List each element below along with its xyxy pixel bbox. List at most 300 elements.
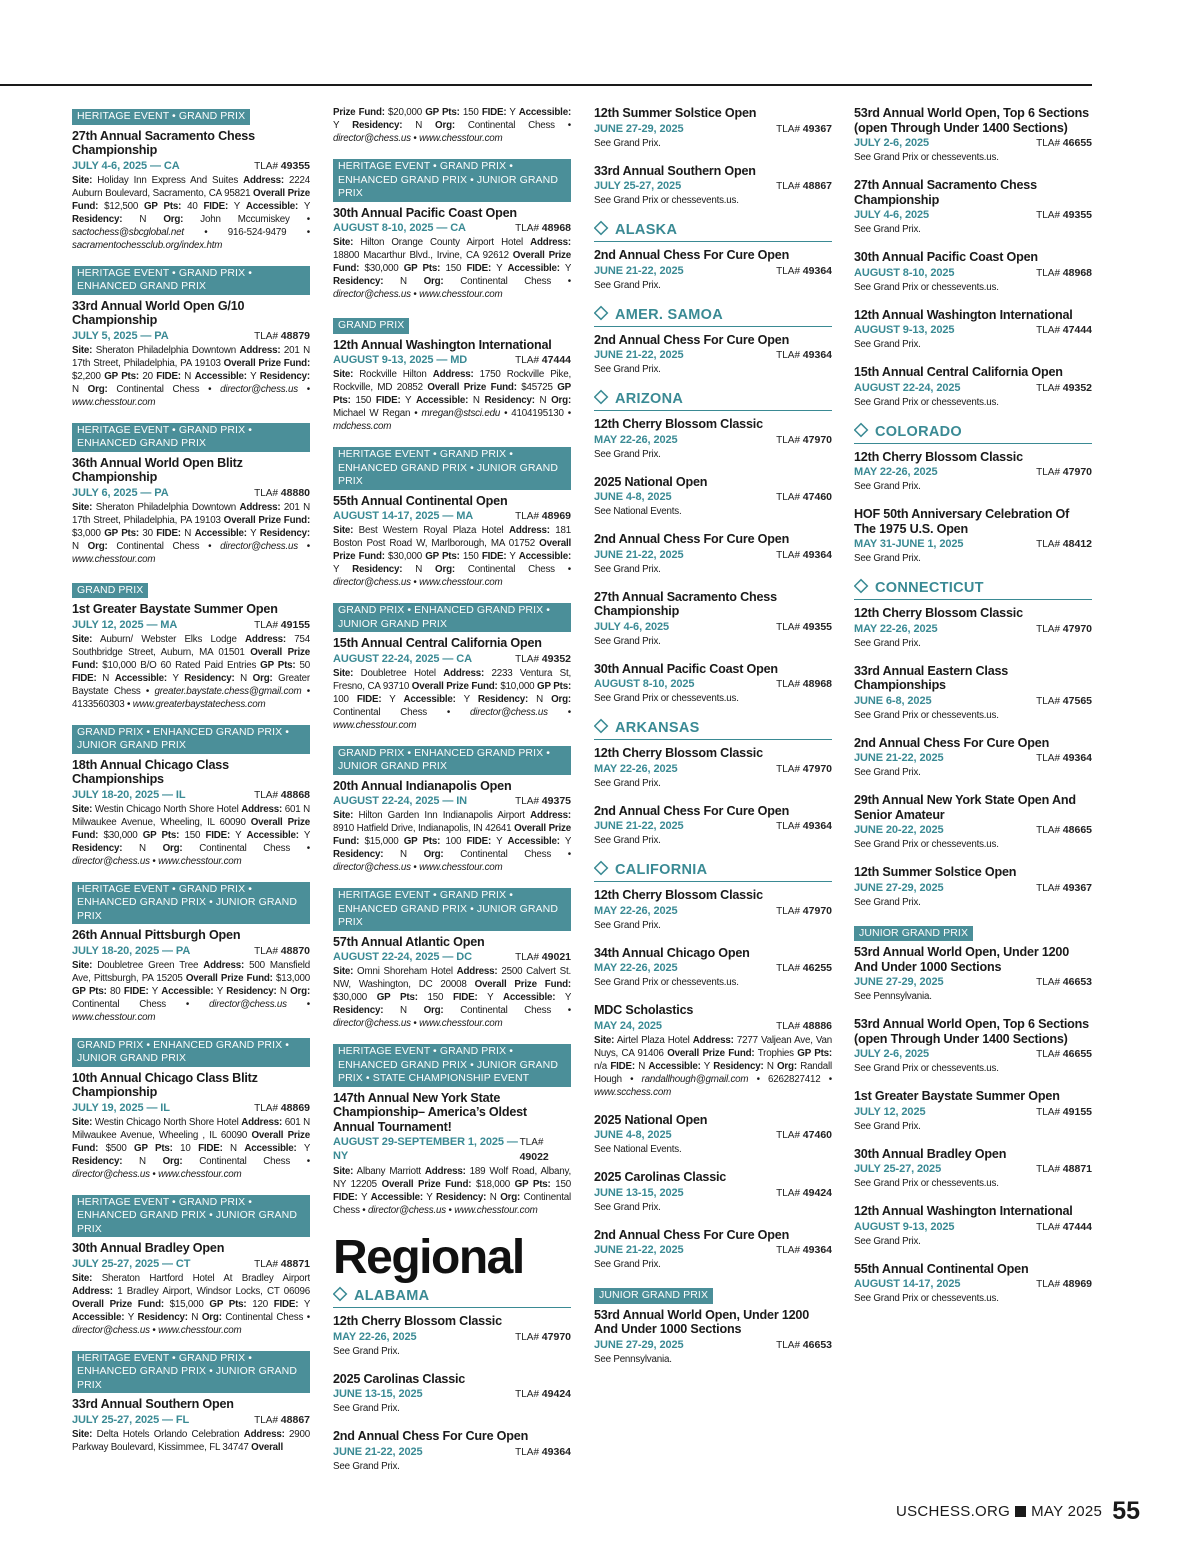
event-title: 15th Annual Central California Open (854, 365, 1063, 379)
tla-value: 49021 (541, 951, 571, 963)
tla-number: TLA# 49021 (515, 951, 571, 963)
state-heading (594, 390, 832, 411)
event-title: 2025 National Open (594, 474, 708, 489)
event-title: 33rd Annual Eastern Class Championships (854, 663, 1009, 692)
event-details: See National Events. (594, 506, 682, 517)
event-date: JUNE 20-22, 2025 (854, 824, 944, 836)
event-title: 12th Cherry Blossom Classic (854, 606, 1023, 620)
event-details: Site: Doubletree Hotel Address: 2233 Ventura St, Fresno, CA 93710 Overall Prize Fund: $10,000 GP Pts: 100 FIDE: Y Accessible: Y Residency: N Org: Continental Chess • director@chess.us • www.chesstour.com (333, 667, 571, 731)
event-details: See Grand Prix. (594, 563, 661, 575)
event-tag: HERITAGE EVENT • GRAND PRIX • ENHANCED GRAND PRIX (72, 423, 310, 452)
event-date-line (854, 1105, 1092, 1120)
tla-value: 49364 (541, 1445, 571, 1458)
event-date-line (854, 1220, 1092, 1235)
event-date-line (72, 1101, 310, 1116)
event-title: 26th Annual Pittsburgh Open (72, 928, 241, 942)
event-title: 27th Annual Sacramento Chess Championship (72, 128, 255, 157)
tla-number: TLA# 49367 (1036, 881, 1092, 894)
event-date: AUGUST 22-24, 2025 — DC (333, 951, 472, 963)
event-listing (594, 1228, 832, 1272)
event-listing (72, 423, 310, 566)
tla-value: 46653 (1062, 976, 1092, 988)
event-date-line (594, 677, 832, 692)
event-details: Site: Hilton Orange County Airport Hotel Address: 18800 Macarthur Blvd., Irvine, CA 92612 Overall Prize Fund: $30,000 GP Pts: 150 FIDE: Y Accessible: Y Residency: N Org: Continental Chess • director@chess.us • www.chesstour.com (333, 237, 571, 300)
state-name: ALASKA (615, 222, 678, 238)
event-date: JUNE 6-8, 2025 (854, 694, 932, 707)
event-date: JULY 19, 2025 — IL (72, 1101, 170, 1114)
tla-value: 48880 (280, 486, 310, 499)
column-3 (594, 106, 832, 1516)
tla-value: 49364 (802, 820, 832, 832)
footer-site[interactable]: USCHESS.ORG (895, 1502, 1011, 1520)
event-title: 2nd Annual Chess For Cure Open (594, 1227, 790, 1242)
event-date: JUNE 13-15, 2025 (594, 1186, 684, 1199)
event-details: See Grand Prix. (594, 1259, 661, 1270)
tla-number: TLA# 48867 (776, 180, 832, 192)
tla-number: TLA# 48968 (776, 678, 832, 690)
tla-value: 47970 (802, 762, 832, 775)
event-details: See Grand Prix. (854, 1120, 921, 1132)
tla-number: TLA# 49424 (515, 1388, 571, 1400)
event-date-line (854, 208, 1092, 223)
event-title: 18th Annual Chicago Class Championships (72, 757, 229, 786)
event-date-line (72, 159, 310, 174)
event-date-line (72, 486, 310, 501)
event-title: 12th Cherry Blossom Classic (333, 1314, 502, 1328)
tla-value: 46255 (802, 962, 832, 974)
event-listing (594, 248, 832, 292)
tla-number: TLA# 46655 (1036, 137, 1092, 149)
event-date-line (333, 794, 571, 809)
event-date-line (72, 1413, 310, 1428)
tla-value: 49355 (280, 159, 310, 172)
event-date-line (594, 1243, 832, 1258)
tla-number: TLA# 47970 (515, 1330, 571, 1343)
event-title: 55th Annual Continental Open (854, 1261, 1029, 1276)
event-title: 2nd Annual Chess For Cure Open (594, 248, 790, 262)
event-tag: HERITAGE EVENT • GRAND PRIX • ENHANCED GRAND PRIX • JUNIOR GRAND PRIX (333, 447, 571, 490)
tla-value: 47444 (1062, 324, 1092, 336)
event-date: AUGUST 14-17, 2025 (854, 1278, 961, 1290)
event-details: See National Events. (594, 1144, 682, 1155)
event-listing (854, 793, 1092, 851)
event-date: JULY 18-20, 2025 — IL (72, 788, 186, 801)
state-name: AMER. SAMOA (615, 306, 724, 323)
event-title: 2nd Annual Chess For Cure Open (854, 735, 1050, 750)
event-listing (72, 1038, 310, 1181)
state-heading (594, 719, 832, 740)
event-date-line (854, 381, 1092, 396)
event-title: 33rd Annual World Open G/10 Championship (72, 298, 245, 327)
event-details: See Grand Prix. (854, 339, 921, 350)
event-date: JUNE 21-22, 2025 (333, 1445, 423, 1458)
event-listing (333, 746, 571, 875)
tla-value: 47970 (802, 433, 832, 446)
event-details: See Grand Prix or chessevents.us. (594, 977, 739, 988)
tla-value: 49022 (519, 1151, 549, 1163)
event-tag: HERITAGE EVENT • GRAND PRIX • ENHANCED GRAND PRIX • JUNIOR GRAND PRIX (333, 159, 571, 202)
event-date: MAY 24, 2025 (594, 1019, 662, 1032)
event-title: 29th Annual New York State Open And Senior Amateur (854, 793, 1076, 822)
diamond-arrow-icon (594, 719, 608, 734)
event-date-line (854, 881, 1092, 896)
event-details: Site: Rockville Hilton Address: 1750 Rockville Pike, Rockville, MD 20852 Overall Prize Fund: $45725 GP Pts: 150 FIDE: Y Accessible: N Residency: N Org: Michael W Regan • mregan@stsci.edu • 4104195130 • mdchess.com (333, 369, 571, 432)
event-details: See Grand Prix. (854, 224, 921, 235)
event-tag: HERITAGE EVENT • GRAND PRIX • ENHANCED GRAND PRIX • JUNIOR GRAND PRIX (72, 1351, 310, 1394)
event-tag: GRAND PRIX • ENHANCED GRAND PRIX • JUNIOR GRAND PRIX (333, 746, 571, 775)
state-name: ALABAMA (354, 1288, 430, 1304)
event-date-line (854, 751, 1092, 766)
event-details: Site: Albany Marriott Address: 189 Wolf Road, Albany, NY 12205 Overall Prize Fund: $18,000 GP Pts: 150 FIDE: Y Accessible: Y Residency: N Org: Continental Chess • director@chess.us • www.chesstour.com (333, 1166, 571, 1216)
event-date: JUNE 21-22, 2025 (594, 264, 684, 277)
event-date: MAY 31-JUNE 1, 2025 (854, 538, 964, 550)
event-date: MAY 22-26, 2025 (854, 466, 938, 478)
event-title: 27th Annual Sacramento Chess Championship (594, 589, 777, 618)
event-details: See Grand Prix or chessevents.us. (854, 281, 999, 293)
tla-number: TLA# 49424 (776, 1186, 832, 1199)
event-listing (854, 178, 1092, 236)
tla-number: TLA# 46653 (1036, 976, 1092, 988)
tla-value: 49364 (802, 264, 832, 277)
event-title: 34th Annual Chicago Open (594, 945, 750, 960)
section-heading: Regional (333, 1231, 524, 1284)
event-date-line (594, 1338, 832, 1353)
event-title: 2nd Annual Chess For Cure Open (333, 1429, 529, 1443)
tla-number: TLA# 47444 (515, 354, 571, 366)
tla-number: TLA# 47565 (1036, 694, 1092, 707)
event-listing (854, 106, 1092, 164)
event-listing (854, 865, 1092, 909)
tla-number: TLA# 49155 (1036, 1105, 1092, 1118)
diamond-arrow-icon (854, 422, 868, 437)
event-details: See Grand Prix. (594, 364, 661, 375)
event-date: JUNE 21-22, 2025 (594, 548, 684, 561)
event-date-line (854, 266, 1092, 281)
tla-value: 47970 (1062, 466, 1092, 478)
event-date: JULY 25-27, 2025 — CT (72, 1257, 191, 1270)
tla-number: TLA# 47970 (776, 904, 832, 917)
event-date-line (594, 264, 832, 279)
event-date-line (854, 136, 1092, 151)
tla-number: TLA# 48879 (254, 329, 310, 342)
event-date: JULY 4-6, 2025 — CA (72, 159, 180, 172)
event-title: 57th Annual Atlantic Open (333, 934, 485, 949)
event-date: JUNE 21-22, 2025 (594, 820, 684, 832)
state-name: CONNECTICUT (875, 580, 984, 596)
tla-number: TLA# 47444 (1036, 324, 1092, 336)
event-details: See Grand Prix or chessevents.us. (854, 152, 999, 163)
event-listing (854, 308, 1092, 352)
tla-value: 48870 (280, 944, 310, 957)
event-title: 12th Cherry Blossom Classic (594, 417, 763, 431)
event-title: 12th Annual Washington International (854, 1204, 1073, 1218)
event-tag: HERITAGE EVENT • GRAND PRIX (72, 109, 250, 125)
event-date-line (854, 537, 1092, 552)
event-date-line (72, 788, 310, 803)
event-date-line (594, 490, 832, 505)
event-date: JULY 18-20, 2025 — PA (72, 944, 191, 957)
tla-number: TLA# 46655 (1036, 1048, 1092, 1060)
tla-number: TLA# 49155 (254, 618, 310, 631)
event-date: JULY 25-27, 2025 (594, 180, 682, 192)
event-listing (333, 315, 571, 433)
event-title: 20th Annual Indianapolis Open (333, 778, 512, 793)
tla-number: TLA# 49364 (1036, 752, 1092, 764)
state-heading (594, 306, 832, 327)
tla-number: TLA# 49367 (776, 122, 832, 135)
event-details: See Grand Prix. (594, 635, 661, 647)
event-details: See Grand Prix. (333, 1345, 400, 1357)
tla-number: TLA# 48868 (254, 788, 310, 801)
event-listing (72, 725, 310, 868)
event-title: 12th Cherry Blossom Classic (594, 746, 763, 760)
event-tag: HERITAGE EVENT • GRAND PRIX • ENHANCED GRAND PRIX • JUNIOR GRAND PRIX (72, 1195, 310, 1238)
event-details: See Grand Prix or chessevents.us. (854, 709, 999, 721)
event-date-line (333, 221, 571, 236)
event-title: 2025 Carolinas Classic (333, 1371, 466, 1386)
tla-number: TLA# 49364 (776, 349, 832, 361)
tla-value: 48868 (280, 788, 310, 801)
event-details: See Grand Prix or chessevents.us. (594, 693, 739, 704)
event-details: Site: Best Western Royal Plaza Hotel Address: 181 Boston Post Road W, Marlborough, MA 01752 Overall Prize Fund: $30,000 GP Pts: 150 FIDE: Y Accessible: Y Residency: N Org: Continental Chess • director@chess.us • www.chesstour.com (333, 525, 571, 588)
event-details: See Grand Prix or chessevents.us. (854, 1178, 999, 1189)
tla-number: TLA# 49364 (515, 1445, 571, 1458)
event-details: See Pennsylvania. (594, 1353, 672, 1365)
event-date: AUGUST 8-10, 2025 — CA (333, 222, 466, 234)
tla-value: 49424 (541, 1388, 571, 1400)
event-details: Site: Westin Chicago North Shore Hotel Address: 601 N Milwaukee Avenue, Wheeling, IL 60090 Overall Prize Fund: $30,000 GP Pts: 150 FIDE: Y Accessible: Y Residency: N Org: Continental Chess • director@chess.us • www.chesstour.com (72, 803, 310, 867)
state-name: ARIZONA (615, 391, 684, 407)
event-date-line (333, 1135, 571, 1165)
event-listing (333, 1314, 571, 1358)
event-details: See Grand Prix. (594, 777, 661, 789)
tla-value: 49364 (802, 1244, 832, 1256)
event-details: See Grand Prix or chessevents.us. (854, 396, 999, 408)
tla-value: 48969 (541, 510, 571, 522)
tla-value: 49155 (1062, 1105, 1092, 1118)
column-1 (72, 106, 310, 1516)
event-title: 53rd Annual World Open, Under 1200 And Under 1000 Sections (854, 945, 1070, 974)
event-date-line (594, 1128, 832, 1143)
event-tag: HERITAGE EVENT • GRAND PRIX • ENHANCED GRAND PRIX (72, 266, 310, 295)
event-date-line (72, 618, 310, 633)
tla-value: 46653 (802, 1338, 832, 1351)
event-listing (333, 888, 571, 1030)
event-details: See Grand Prix. (594, 279, 661, 291)
event-details: See Grand Prix. (594, 835, 661, 846)
event-date: MAY 22-26, 2025 (594, 962, 678, 974)
event-details: See Grand Prix. (854, 553, 921, 564)
event-title: 36th Annual World Open Blitz Championship (72, 455, 243, 484)
event-date: AUGUST 9-13, 2025 (854, 324, 955, 336)
event-details: See Grand Prix. (854, 767, 921, 778)
event-date: JUNE 27-29, 2025 (854, 976, 944, 988)
event-listing (594, 590, 832, 648)
event-date-line (72, 329, 310, 344)
state-heading (854, 579, 1092, 600)
event-title: HOF 50th Anniversary Celebration Of The 1975 U.S. Open (854, 507, 1070, 536)
event-title: 27th Annual Sacramento Chess Championship (854, 178, 1037, 207)
tla-value: 47444 (1062, 1220, 1092, 1233)
tla-value: 49364 (1062, 752, 1092, 764)
event-date: JULY 6, 2025 — PA (72, 486, 169, 499)
event-listing (854, 1262, 1092, 1306)
tla-value: 48968 (1062, 266, 1092, 279)
tla-value: 48886 (802, 1019, 832, 1032)
event-listing (594, 746, 832, 790)
event-listing (594, 1285, 832, 1366)
event-date: JUNE 4-8, 2025 (594, 1129, 672, 1141)
event-tag: HERITAGE EVENT • GRAND PRIX • ENHANCED GRAND PRIX • JUNIOR GRAND PRIX (333, 888, 571, 931)
tla-value: 47970 (1062, 622, 1092, 635)
state-name: ARKANSAS (615, 720, 700, 736)
event-details: See Grand Prix or chessevents.us. (854, 839, 999, 850)
tla-number: TLA# 48869 (254, 1101, 310, 1114)
event-date-line (594, 620, 832, 635)
event-title: 55th Annual Continental Open (333, 493, 508, 508)
tla-number: TLA# 47444 (1036, 1220, 1092, 1233)
event-listing (594, 946, 832, 990)
event-listing (854, 1089, 1092, 1133)
event-date-line (854, 622, 1092, 637)
tla-number: TLA# 49364 (776, 548, 832, 561)
tla-number: TLA# 48969 (1036, 1278, 1092, 1290)
event-tag: JUNIOR GRAND PRIX (594, 1288, 713, 1304)
tla-number: TLA# 48880 (254, 486, 310, 499)
tla-value: 49367 (1062, 881, 1092, 894)
event-title: 2025 Carolinas Classic (594, 1170, 727, 1184)
event-details: Site: Omni Shoreham Hotel Address: 2500 Calvert St. NW, Washington, DC 20008 Overall Prize Fund: $30,000 GP Pts: 150 FIDE: Y Accessible: Y Residency: N Org: Continental Chess • director@chess.us • www.chesstour.com (333, 966, 571, 1029)
tla-number: TLA# 47970 (1036, 466, 1092, 478)
event-date-line (594, 1019, 832, 1034)
event-title: 53rd Annual World Open, Under 1200 And Under 1000 Sections (594, 1307, 810, 1336)
event-date: AUGUST 22-24, 2025 (854, 381, 961, 394)
event-date: JULY 2-6, 2025 (854, 137, 930, 149)
tla-number: TLA# 49022 (519, 1137, 549, 1163)
event-details: Site: Airtel Plaza Hotel Address: 7277 Valjean Ave, Van Nuys, CA 91406 Overall Prize Fund: Trophies GP Pts: n/a FIDE: N Accessible: Y Residency: N Org: Randall Hough • randallhough@gmail.com • 6262827412 • www.scchess.com (594, 1034, 832, 1098)
event-title: 2nd Annual Chess For Cure Open (594, 332, 790, 347)
tla-value: 48969 (1062, 1278, 1092, 1290)
tla-number: TLA# 48886 (776, 1019, 832, 1032)
event-tag: HERITAGE EVENT • GRAND PRIX • ENHANCED GRAND PRIX • JUNIOR GRAND PRIX • STATE CHAMPIONSHIP EVENT (333, 1044, 571, 1087)
event-details: See Grand Prix. (594, 919, 661, 931)
event-title: MDC Scholastics (594, 1003, 694, 1017)
event-date: JULY 4-6, 2025 (594, 620, 670, 633)
tla-number: TLA# 49352 (515, 652, 571, 665)
tla-value: 48867 (280, 1413, 310, 1426)
event-title: 2nd Annual Chess For Cure Open (594, 532, 790, 546)
event-listing (854, 450, 1092, 494)
event-date-line (594, 433, 832, 448)
state-heading (594, 861, 832, 882)
tla-value: 48968 (802, 678, 832, 690)
event-date: JUNE 4-8, 2025 (594, 491, 672, 503)
event-date-line (854, 323, 1092, 338)
event-title: 12th Annual Washington International (333, 337, 552, 352)
event-tag: GRAND PRIX • ENHANCED GRAND PRIX • JUNIOR GRAND PRIX (333, 603, 571, 632)
tla-value: 49352 (541, 652, 571, 665)
event-date: MAY 22-26, 2025 (854, 622, 938, 635)
event-title: 33rd Annual Southern Open (72, 1397, 234, 1411)
page-footer (860, 1496, 1140, 1526)
diamond-arrow-icon (594, 305, 608, 320)
event-date: MAY 22-26, 2025 (594, 762, 678, 775)
event-date: JUNE 27-29, 2025 (854, 881, 944, 894)
event-date-line (594, 179, 832, 194)
event-listing (854, 507, 1092, 565)
page-number: 55 (1112, 1496, 1140, 1525)
event-date: AUGUST 29-SEPTEMBER 1, 2025 — NY (333, 1136, 518, 1162)
event-date: JULY 5, 2025 — PA (72, 329, 169, 342)
tla-value: 47460 (802, 491, 832, 503)
state-heading (594, 221, 832, 242)
diamond-arrow-icon (594, 390, 608, 405)
event-listing (594, 804, 832, 848)
tla-value: 46655 (1062, 1048, 1092, 1060)
event-listing (72, 266, 310, 409)
event-listing (72, 882, 310, 1024)
event-date-line (333, 353, 571, 368)
tla-number: TLA# 49364 (776, 264, 832, 277)
footer-issue: MAY 2025 (1031, 1502, 1103, 1520)
tla-value: 49364 (802, 548, 832, 561)
event-date-line (594, 904, 832, 919)
tla-number: TLA# 48871 (1036, 1163, 1092, 1175)
event-listing (72, 1195, 310, 1337)
event-title: 12th Summer Solstice Open (594, 106, 757, 120)
event-title: 33rd Annual Southern Open (594, 163, 756, 178)
tla-number: TLA# 49364 (776, 1244, 832, 1256)
state-heading (333, 1287, 571, 1308)
event-tag: GRAND PRIX (333, 318, 409, 334)
event-details: Site: Delta Hotels Orlando Celebration Address: 2900 Parkway Boulevard, Kissimmee, FL 34747 Overall (72, 1428, 310, 1453)
event-date-line (594, 348, 832, 363)
tla-value: 47565 (1062, 694, 1092, 707)
event-date: JUNE 27-29, 2025 (594, 1338, 684, 1351)
event-details: See Grand Prix. (854, 896, 921, 908)
tla-value: 48665 (1062, 824, 1092, 836)
event-title: 147th Annual New York State Championship– America’s Oldest Annual Tournament! (333, 1090, 527, 1134)
event-details: Site: Westin Chicago North Shore Hotel Address: 601 N Milwaukee Avenue, Wheeling , IL 60090 Overall Prize Fund: $500 GP Pts: 10 FIDE: N Accessible: Y Residency: N Org: Continental Chess • director@chess.us • www.chesstour.com (72, 1116, 310, 1180)
event-listing (854, 1204, 1092, 1248)
event-listing (594, 1170, 832, 1214)
event-listing (333, 603, 571, 732)
event-date-line (594, 548, 832, 563)
event-date: MAY 22-26, 2025 (333, 1330, 417, 1343)
event-date-line (854, 975, 1092, 990)
state-heading (854, 423, 1092, 444)
event-date: AUGUST 22-24, 2025 — CA (333, 652, 472, 665)
event-details: Site: Hilton Garden Inn Indianapolis Airport Address: 8910 Hatfield Drive, Indianapolis, IN 42641 Overall Prize Fund: $15,000 GP Pts: 100 FIDE: Y Accessible: Y Residency: N Org: Continental Chess • director@chess.us • www.chesstour.com (333, 810, 571, 873)
tla-number: TLA# 48867 (254, 1413, 310, 1426)
event-listing (333, 1372, 571, 1416)
event-tag: GRAND PRIX • ENHANCED GRAND PRIX • JUNIOR GRAND PRIX (72, 725, 310, 754)
event-title: 2025 National Open (594, 1112, 708, 1127)
tla-value: 48968 (541, 222, 571, 234)
tla-number: TLA# 48871 (254, 1257, 310, 1270)
event-details: See Grand Prix or chessevents.us. (594, 195, 739, 206)
continued-details: Prize Fund: $20,000 GP Pts: 150 FIDE: Y Accessible: Y Residency: N Org: Continental Chess • director@chess.us • www.chesstour.com (333, 107, 571, 144)
event-listing (854, 923, 1092, 1004)
event-listing (594, 475, 832, 519)
event-tag: JUNIOR GRAND PRIX (854, 926, 973, 942)
event-listing (594, 417, 832, 461)
tla-number: TLA# 47460 (776, 491, 832, 503)
event-title: 30th Annual Bradley Open (854, 1146, 1007, 1161)
event-title: 1st Greater Baystate Summer Open (72, 602, 278, 616)
event-listing (594, 333, 832, 377)
diamond-arrow-icon (854, 579, 868, 594)
